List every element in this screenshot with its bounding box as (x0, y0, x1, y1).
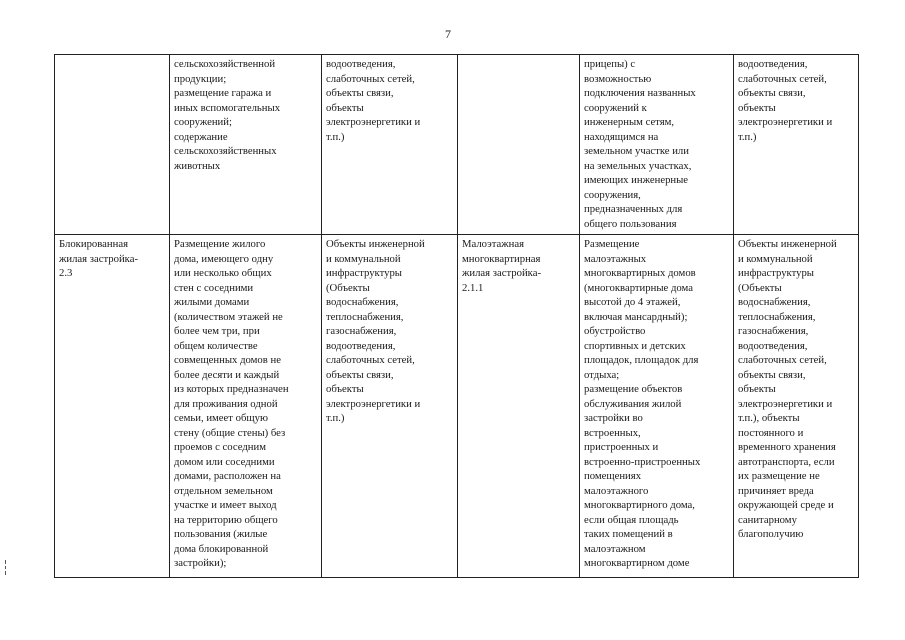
cell-line: жилая застройка- (462, 267, 542, 279)
cell-line: электроэнергетики и (738, 116, 833, 128)
cell-line: высотой до 4 этажей, (584, 296, 681, 308)
cell-line: Объекты инженерной (326, 238, 425, 250)
cell-line: теплоснабжения, (738, 310, 816, 323)
cell-line: газоснабжения, (738, 325, 809, 337)
cell-line: размещение гаража и (174, 87, 272, 99)
table-cell (170, 235, 322, 578)
cell-text (584, 237, 730, 571)
cell-line: 2.1.1 (462, 281, 484, 294)
cell-line: спортивных и детских (584, 339, 686, 352)
cell-line: более чем три, при (174, 325, 260, 337)
cell-line: объекты (326, 383, 364, 395)
cell-line: участке и имеет выход (174, 499, 277, 511)
cell-line: застройки); (174, 557, 227, 569)
cell-line: постоянного и (738, 426, 804, 439)
cell-line: Размещение жилого (174, 238, 266, 250)
cell-line: сельскохозяйственных (174, 145, 277, 157)
cell-line: многоквартирного дома, (584, 499, 695, 511)
cell-text (584, 57, 730, 231)
cell-line: инженерным сетям, (584, 116, 675, 128)
cell-line: дома, имеющего одну (174, 252, 274, 265)
cell-line: совмещенных домов не (174, 354, 281, 366)
cell-line: сельскохозяйственной (174, 58, 276, 70)
table-cell (55, 235, 170, 578)
cell-line: Блокированная (59, 238, 129, 250)
cell-line: площадок, площадок для (584, 354, 699, 366)
cell-line: находящимся на (584, 130, 659, 143)
cell-line: прицепы) с (584, 58, 636, 70)
cell-line: газоснабжения, (326, 325, 397, 337)
cell-line: инфраструктуры (738, 267, 814, 279)
cell-line: (многоквартирные дома (584, 281, 693, 294)
table-cell (322, 55, 458, 235)
cell-line: животных (174, 159, 221, 172)
cell-line: сооружений; (174, 116, 232, 128)
cell-line: водоснабжения, (326, 296, 399, 308)
cell-line: объекты связи, (738, 368, 806, 381)
cell-line: Объекты инженерной (738, 238, 837, 250)
cell-line: малоэтажном (584, 542, 646, 555)
cell-line: санитарному (738, 513, 797, 526)
cell-line: объекты (326, 101, 364, 114)
cell-line: размещение объектов (584, 383, 683, 395)
table-row (55, 55, 859, 235)
cell-line: на территорию общего (174, 513, 278, 526)
page-number: 7 (445, 27, 451, 41)
cell-line: многоквартирном доме (584, 557, 690, 569)
cell-line: обслуживания жилой (584, 397, 682, 410)
cell-line: слаботочных сетей, (738, 72, 827, 85)
table-cell (458, 235, 580, 578)
cell-line: т.п.) (326, 130, 345, 143)
cell-text (462, 237, 576, 295)
cell-text (326, 57, 454, 144)
cell-line: домом или соседними (174, 455, 275, 468)
cell-line: таких помещений в (584, 528, 673, 540)
cell-line: стен с соседними (174, 281, 254, 294)
cell-line: малоэтажных (584, 252, 647, 265)
scan-margin-mark (5, 566, 6, 569)
cell-text (59, 237, 166, 281)
cell-line: водоснабжения, (738, 296, 811, 308)
cell-line: Малоэтажная (462, 238, 525, 250)
cell-line: отдельном земельном (174, 484, 273, 497)
cell-line: многоквартирная (462, 252, 541, 265)
cell-line: на земельных участках, (584, 159, 692, 172)
cell-line: слаботочных сетей, (326, 354, 415, 366)
cell-line: объекты (738, 101, 776, 114)
cell-line: отдыха; (584, 368, 620, 381)
cell-line: водоотведения, (738, 339, 808, 352)
table-cell (322, 235, 458, 578)
cell-line: слаботочных сетей, (326, 72, 415, 85)
cell-line: проемов с соседним (174, 441, 266, 453)
cell-line: водоотведения, (326, 58, 396, 70)
cell-text (174, 57, 318, 173)
table-cell (580, 55, 734, 235)
cell-line: возможностью (584, 72, 652, 85)
cell-line: объекты (738, 383, 776, 395)
cell-line: окружающей среде и (738, 499, 834, 511)
scan-margin-mark (5, 571, 6, 575)
table-cell (734, 235, 859, 578)
cell-line: жилыми домами (174, 296, 250, 308)
cell-line: имеющих инженерные (584, 174, 689, 186)
cell-line: водоотведения, (326, 339, 396, 352)
cell-line: малоэтажного (584, 484, 649, 497)
cell-line: содержание (174, 130, 228, 143)
cell-line: слаботочных сетей, (738, 354, 827, 366)
cell-line: автотранспорта, если (738, 455, 835, 468)
cell-line: и коммунальной (326, 252, 401, 265)
cell-line: благополучию (738, 528, 804, 540)
land-use-table (54, 54, 859, 578)
cell-line: их размещение не (738, 470, 820, 482)
cell-line: застройки во (584, 412, 643, 424)
table-cell (170, 55, 322, 235)
cell-line: т.п.) (326, 412, 345, 424)
cell-line: 2.3 (59, 267, 73, 279)
cell-line: продукции; (174, 72, 227, 85)
cell-line: встроенных, (584, 426, 641, 439)
cell-line: домами, расположен на (174, 470, 281, 482)
table-cell (458, 55, 580, 235)
cell-line: более десяти и каждый (174, 368, 280, 381)
table-cell (580, 235, 734, 578)
cell-line: иных вспомогательных (174, 101, 281, 114)
table-row (55, 235, 859, 578)
cell-line: объекты связи, (326, 368, 394, 381)
cell-line: встроенно-пристроенных (584, 455, 701, 468)
cell-line: (количеством этажей не (174, 310, 283, 323)
scan-margin-mark (5, 560, 6, 564)
cell-line: земельном участке или (584, 145, 689, 157)
cell-line: электроэнергетики и (326, 116, 421, 128)
cell-line: семьи, имеет общую (174, 412, 268, 424)
table-cell (734, 55, 859, 235)
cell-line: т.п.), объекты (738, 412, 800, 424)
cell-text (738, 237, 855, 542)
cell-line: электроэнергетики и (326, 397, 421, 410)
cell-line: причиняет вреда (738, 484, 814, 497)
cell-line: общем количестве (174, 339, 258, 352)
cell-line: т.п.) (738, 130, 757, 143)
cell-line: пристроенных и (584, 441, 659, 453)
cell-text (326, 237, 454, 426)
cell-line: из которых предназначен (174, 383, 289, 395)
cell-text (738, 57, 855, 144)
cell-line: подключения названных (584, 87, 696, 99)
cell-line: объекты связи, (326, 87, 394, 99)
cell-line: включая мансардный); (584, 310, 688, 323)
cell-line: (Объекты (326, 281, 370, 294)
cell-line: общего пользования (584, 217, 677, 230)
cell-line: жилая застройка- (59, 252, 139, 265)
cell-line: пользования (жилые (174, 528, 268, 540)
cell-line: обустройство (584, 325, 646, 337)
cell-line: сооружений к (584, 101, 647, 114)
cell-line: или несколько общих (174, 267, 272, 279)
cell-line: (Объекты (738, 281, 782, 294)
cell-line: водоотведения, (738, 58, 808, 70)
cell-line: временного хранения (738, 441, 836, 453)
cell-line: объекты связи, (738, 87, 806, 99)
cell-line: инфраструктуры (326, 267, 402, 279)
table-cell (55, 55, 170, 235)
cell-line: помещениях (584, 470, 642, 482)
cell-line: Размещение (584, 238, 640, 250)
cell-line: предназначенных для (584, 203, 683, 215)
cell-line: и коммунальной (738, 252, 813, 265)
cell-line: сооружения, (584, 188, 641, 201)
cell-line: электроэнергетики и (738, 397, 833, 410)
cell-line: для проживания одной (174, 397, 278, 410)
cell-line: стену (общие стены) без (174, 426, 286, 439)
cell-line: дома блокированной (174, 542, 269, 555)
cell-line: многоквартирных домов (584, 267, 696, 279)
cell-line: если общая площадь (584, 513, 679, 526)
cell-text (174, 237, 318, 571)
cell-line: теплоснабжения, (326, 310, 404, 323)
